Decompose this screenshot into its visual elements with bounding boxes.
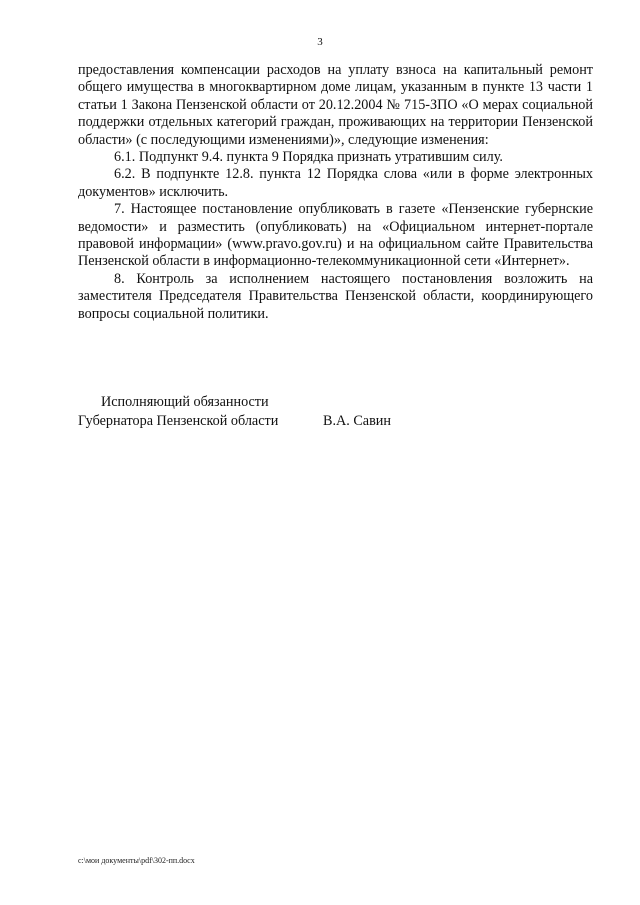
- page-number: 3: [317, 36, 323, 48]
- signatory-name: В.А. Савин: [323, 413, 391, 429]
- paragraph-6-1: 6.1. Подпункт 9.4. пункта 9 Порядка признать утратившим силу.: [114, 149, 503, 166]
- signatory-title-line1: Исполняющий обязанности: [101, 394, 269, 410]
- document-body: [78, 62, 593, 323]
- paragraph-6-2: 6.2. В подпункте 12.8. пункта 12 Порядка слова «или в форме электронных документов» исключить.: [78, 166, 593, 200]
- paragraph-7: 7. Настоящее постановление опубликовать в газете «Пензенские губернские ведомости» и разместить (опубликовать) на «Официальном интернет-портале правовой информации» (www.pravo.gov.ru) и на официальном сайте Правительства Пензенской области в информационно-телекоммуникационной сети «Интернет».: [78, 201, 593, 270]
- signatory-title-line2: Губернатора Пензенской области: [78, 413, 279, 429]
- footer-file-path: c:\мои документы\pdf\302-пп.docx: [78, 856, 195, 865]
- paragraph-continuation: предоставления компенсации расходов на уплату взноса на капитальный ремонт общего имущества в многоквартирном доме лицам, указанным в пункте 13 части 1 статьи 1 Закона Пензенской области от 20.12.2004 № 715-ЗПО «О мерах социальной поддержки отдельных категорий граждан, проживающих на территории Пензенской области» (с последующими изменениями)», следующие изменения:: [78, 62, 593, 148]
- paragraph-8: 8. Контроль за исполнением настоящего постановления возложить на заместителя Председателя Правительства Пензенской области, координирующего вопросы социальной политики.: [78, 270, 593, 322]
